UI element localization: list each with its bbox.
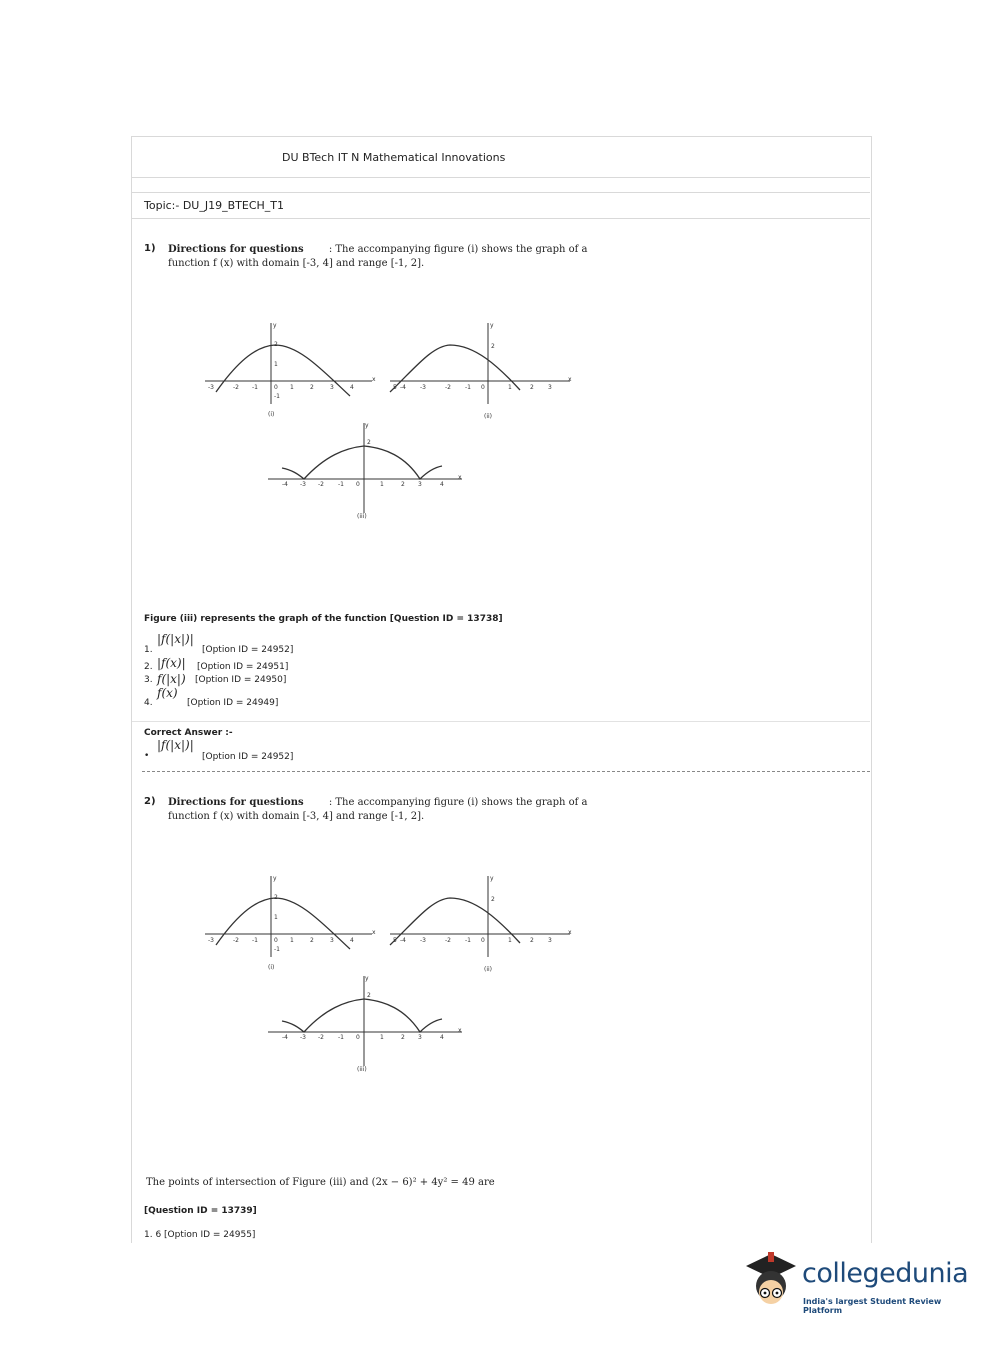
graph-iii [268,976,462,1066]
figure-label: (ii) [484,413,493,420]
tick-label: 4 [350,384,354,391]
tick-label: -1 [252,384,258,391]
tick-label: 2 [530,384,534,391]
axis-label: x [568,376,572,383]
tick-label: 2 [401,1034,405,1041]
axis-label: x [458,1027,462,1034]
option-expr: f(x) [157,686,178,700]
tick-label: 2 [367,439,371,446]
collegedunia-logo [741,1248,971,1318]
tick-label: -1 [274,946,280,953]
tick-label: 2 [274,894,278,901]
title-row [132,137,870,178]
directions-line2: function f (x) with domain [-3, 4] and range [-1, 2]. [168,811,425,822]
tick-label: -3 [208,384,214,391]
question-directions [168,243,588,271]
tick-label: 3 [418,1034,422,1041]
question-prompt: Figure (iii) represents the graph of the function [Question ID = 13738] [144,614,503,624]
axis-label: x [458,474,462,481]
page-title: DU BTech IT N Mathematical Innovations [282,151,506,164]
option-expr: |f(|x|)| [157,632,194,646]
option-item: 1. |f(|x|)| [Option ID = 24952] [144,632,294,655]
axis-label: y [273,875,277,882]
brand-tagline: India's largest Student Review Platform [803,1297,942,1315]
tick-label: -1 [338,481,344,488]
curve-iii [282,446,442,479]
tick-label: -1 [465,384,471,391]
mascot-icon [741,1248,801,1318]
graph-figure-set [200,871,580,1076]
figure-label: (i) [268,411,275,418]
tick-label: 2 [491,343,495,350]
question-separator [142,771,870,772]
tick-label: 0 [356,481,360,488]
tick-label: -4 [400,384,406,391]
tick-label: 2 [367,992,371,999]
tick-label: 1 [380,481,384,488]
directions-label: Directions for questions [168,797,304,808]
question-directions [168,796,588,824]
tick-label: 3 [330,384,334,391]
graph-iii [268,423,462,513]
tick-label: 2 [310,384,314,391]
graph-i [205,876,372,957]
topic-row [132,193,870,219]
spacer-row [132,178,870,193]
tick-label: 1 [274,914,278,921]
tick-label: 2 [274,341,278,348]
tick-label: -2 [233,937,239,944]
graph-figure-set [200,318,580,523]
tick-label: 1 [508,384,512,391]
tick-label: 3 [330,937,334,944]
figure-label: (iii) [357,1066,367,1073]
tick-label: -3 [300,1034,306,1041]
curve-ii [390,898,520,945]
directions-text: : The accompanying figure (i) shows the graph of a [328,797,588,808]
tick-label: -1 [338,1034,344,1041]
option-item: 2. |f(x)| [Option ID = 24951] [144,656,289,672]
tick-label: 4 [440,481,444,488]
tick-label: -1 [252,937,258,944]
topic-label: Topic:- DU_J19_BTECH_T1 [144,199,284,212]
graph-ii [390,876,570,957]
divider [132,721,870,722]
axis-label: x [372,376,376,383]
option-id: [Option ID = 24951] [197,662,289,672]
tick-label: -1 [465,937,471,944]
tick-label: 0 [481,937,485,944]
tick-label: 4 [440,1034,444,1041]
figure-label: (ii) [484,966,493,973]
option-expr: |f(x)| [157,656,186,670]
tick-label: -2 [233,384,239,391]
option-id: [Option ID = 24950] [195,675,287,685]
figure-label: (iii) [357,513,367,520]
tick-label: 0 [356,1034,360,1041]
tick-label: 3 [548,937,552,944]
tick-label: -4 [282,1034,288,1041]
question-number: 2) [144,796,156,807]
tick-label: -3 [208,937,214,944]
tick-label: -2 [445,937,451,944]
question-number: 1) [144,243,156,254]
tick-label: -2 [445,384,451,391]
tick-label: 2 [491,896,495,903]
tick-label: -3 [420,937,426,944]
tick-label: 1 [274,361,278,368]
tick-label: 0 [274,937,278,944]
option-item: 1. 6 [Option ID = 24955] [144,1230,256,1240]
tick-label: 2 [310,937,314,944]
axis-label: y [490,322,494,329]
directions-text: : The accompanying figure (i) shows the graph of a [328,244,588,255]
tick-label: -4 [282,481,288,488]
tick-label: -3 [420,384,426,391]
correct-answer: • |f(|x|)| [Option ID = 24952] [144,738,294,762]
graph-i [205,323,372,404]
tick-label: 4 [350,937,354,944]
tick-label: 1 [290,937,294,944]
tick-label: -2 [318,481,324,488]
graph-ii [390,323,570,404]
tick-label: -1 [274,393,280,400]
tick-label: 1 [290,384,294,391]
tick-label: 1 [508,937,512,944]
tick-label: 5 [393,384,397,391]
tick-label: -3 [300,481,306,488]
axis-label: y [490,875,494,882]
brand-name: collegedunia [802,1258,969,1289]
option-id: [Option ID = 24949] [187,698,279,708]
question-prompt: The points of intersection of Figure (iii) and (2x − 6)² + 4y² = 49 are [146,1177,495,1188]
axis-label: y [365,975,369,982]
tick-label: 0 [274,384,278,391]
option-id: [Option ID = 24952] [202,645,294,655]
axis-label: y [365,422,369,429]
tick-label: 5 [393,937,397,944]
tick-label: 0 [481,384,485,391]
option-list [144,632,444,708]
option-item: 4. f(x) [Option ID = 24949] [144,686,279,708]
option-item: 3. f(|x|) [Option ID = 24950] [144,672,287,686]
tick-label: -4 [400,937,406,944]
directions-line2: function f (x) with domain [-3, 4] and range [-1, 2]. [168,258,425,269]
curve-iii [282,999,442,1032]
axis-label: x [568,929,572,936]
tick-label: 1 [380,1034,384,1041]
tick-label: 2 [401,481,405,488]
correct-expr: |f(|x|)| [157,738,194,752]
tick-label: 3 [418,481,422,488]
tick-label: 3 [548,384,552,391]
directions-label: Directions for questions [168,244,304,255]
option-expr: f(|x|) [157,672,186,686]
axis-label: y [273,322,277,329]
figure-label: (i) [268,964,275,971]
axis-label: x [372,929,376,936]
correct-option-id: [Option ID = 24952] [202,752,294,762]
tick-label: 2 [530,937,534,944]
correct-answer-label: Correct Answer :- [144,728,233,738]
question-id: [Question ID = 13739] [144,1206,257,1216]
tick-label: -2 [318,1034,324,1041]
curve-ii [390,345,520,392]
